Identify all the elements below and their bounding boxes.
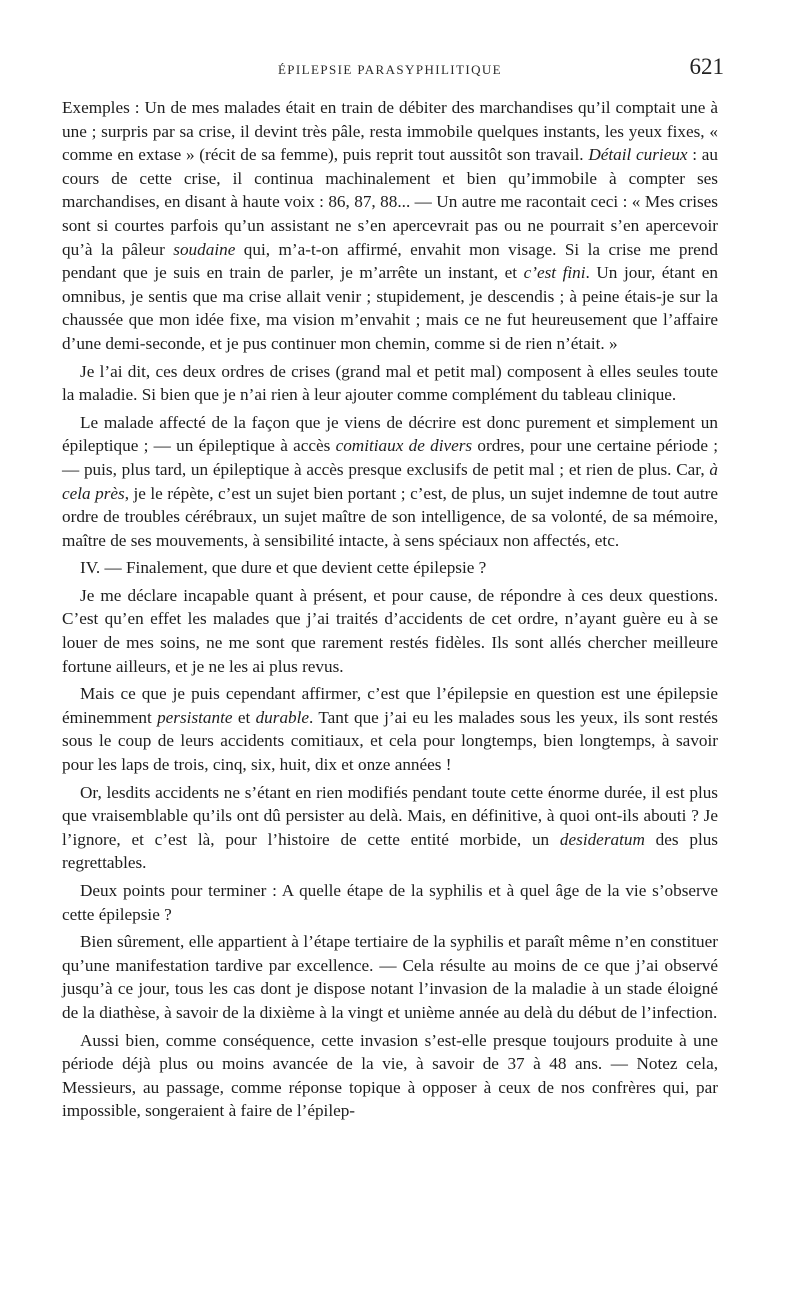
text-run: , je le répète, c’est un sujet bien portant ; c’est, de plus, un sujet indemne de tout autre ordre de troubles cérébraux, un sujet maître de son intelligence, de sa volonté, de sa mémoire, maître de ses mouvements, à sensibilité intacte, à sens spéciaux non affectés, etc. bbox=[62, 483, 718, 550]
text-run: Bien sûrement, elle appartient à l’étape tertiaire de la syphilis et paraît même n’en constituer qu’une manifestation tardive par excellence. — Cela résulte au moins de ce que j’ai observé jusqu’à ce jour, tous les cas dont je dispose notant l’invasion de la maladie à un stade éloigné de la diathèse, à savoir de la dixième à la vingt et unième année au delà du début de l’infection. bbox=[62, 932, 718, 1022]
text-run: Le malade affecté de la façon que je viens de décrire est donc purement et simplement un épileptique ; — un épileptique à accès bbox=[62, 412, 718, 456]
text-run: Exemples : Un de mes malades était en train de débiter des marchandises qu’il comptait une à une ; surpris par sa crise, il devint très pâle, resta immobile quelques instants, les yeux fixes, « comme en extase » (récit de sa femme), puis reprit tout aussitôt son travail. bbox=[62, 98, 718, 165]
italic-text: Détail curieux bbox=[588, 145, 688, 165]
text-run: Deux points pour terminer : A quelle étape de la syphilis et à quel âge de la vie s’observe cette épilepsie ? bbox=[62, 881, 718, 924]
text-run: et bbox=[232, 707, 256, 727]
text-run: IV. — Finalement, que dure et que devient cette épilepsie ? bbox=[80, 558, 487, 578]
text-run: des plus regrettables. bbox=[62, 829, 718, 873]
paragraph bbox=[62, 781, 718, 875]
italic-text: soudaine bbox=[173, 239, 236, 259]
body-text bbox=[62, 96, 718, 1123]
paragraph bbox=[62, 96, 718, 356]
italic-text: à cela près bbox=[62, 459, 718, 503]
page-number: 621 bbox=[689, 54, 724, 79]
text-run: ordres, pour une certaine période ; — puis, plus tard, un épileptique à accès presque exclusifs de petit mal ; et rien de plus. Car, bbox=[62, 436, 718, 479]
text-run: . Un jour, étant en omnibus, je sentis que ma crise allait venir ; stupidement, je descendis ; à peine étais-je sur la chaussée que mon idée fixe, ma vision m’envahit ; mais ce ne fut heureusement que l’affaire d’une demi-seconde, et je pus continuer mon chemin, comme si de rien n’était. » bbox=[62, 263, 718, 353]
text-run: : au cours de cette crise, il continua machinalement et bien qu’immobile à compter ses marchandises, en disant à haute voix : 86, 87, 88... — Un autre me racontait ceci : « Mes crises sont si courtes parfois qu’un assistant ne s’en apercevrait pas ou ne pourrait s’en apercevoir qu’à la pâleur bbox=[62, 145, 719, 259]
paragraph bbox=[62, 411, 718, 553]
paragraph bbox=[62, 682, 718, 776]
paragraph bbox=[62, 1029, 718, 1123]
text-run: Mais ce que je puis cependant affirmer, c’est que l’épilepsie en question est une épilepsie éminemment bbox=[62, 684, 718, 727]
italic-text: c’est fini bbox=[523, 263, 586, 283]
text-run: Or, lesdits accidents ne s’étant en rien modifiés pendant toute cette énorme durée, il est plus que vraisemblable qu’ils ont dû persister au delà. Mais, en définitive, à quoi ont-ils abouti ? Je l’ignore, et c’est là, pour l’histoire de cette entité morbide, un bbox=[62, 782, 718, 849]
paragraph bbox=[62, 360, 718, 407]
paragraph bbox=[62, 556, 718, 580]
text-run: Aussi bien, comme conséquence, cette invasion s’est-elle presque toujours produite à une période déjà plus ou moins avancée de la vie, à savoir de 37 à 48 ans. — Notez cela, Messieurs, au passage, comme réponse topique à opposer à ceux de nos confrères qui, par impossible, songeraient à faire de l’épilep- bbox=[62, 1030, 718, 1121]
paragraph bbox=[62, 930, 718, 1024]
text-run: Je l’ai dit, ces deux ordres de crises (grand mal et petit mal) composent à elles seules toute la maladie. Si bien que je n’ai rien à leur ajouter comme complément du tableau clinique. bbox=[62, 361, 718, 405]
italic-text: durable bbox=[255, 707, 310, 727]
book-page bbox=[62, 52, 724, 1127]
running-head bbox=[62, 52, 724, 82]
text-run: qui, m’a-t-on affirmé, envahit mon visage. Si la crise me prend pendant que je suis en train de parler, je m’arrête un instant, et bbox=[62, 239, 718, 283]
paragraph bbox=[62, 879, 718, 926]
paragraph bbox=[62, 584, 718, 678]
italic-text: desideratum bbox=[559, 829, 645, 849]
running-title: ÉPILEPSIE PARASYPHILITIQUE bbox=[277, 62, 503, 77]
italic-text: persistante bbox=[157, 707, 233, 727]
text-run: . Tant que j’ai eu les malades sous les yeux, ils sont restés sous le coup de leurs accidents comitiaux, et cela pour longtemps, bien longtemps, à savoir pour les laps de trois, cinq, six, huit, dix et onze années ! bbox=[62, 707, 718, 775]
italic-text: comitiaux de divers bbox=[335, 436, 473, 456]
text-run: Je me déclare incapable quant à présent, et pour cause, de répondre à ces deux questions. C’est qu’en effet les malades que j’ai traités d’accidents de cet ordre, n’ayant guère eu à se louer de mes soins, ne me sont que rarement restés fidèles. Ils sont allés chercher meilleure fortune ailleurs, et je ne les ai plus revus. bbox=[62, 585, 718, 676]
